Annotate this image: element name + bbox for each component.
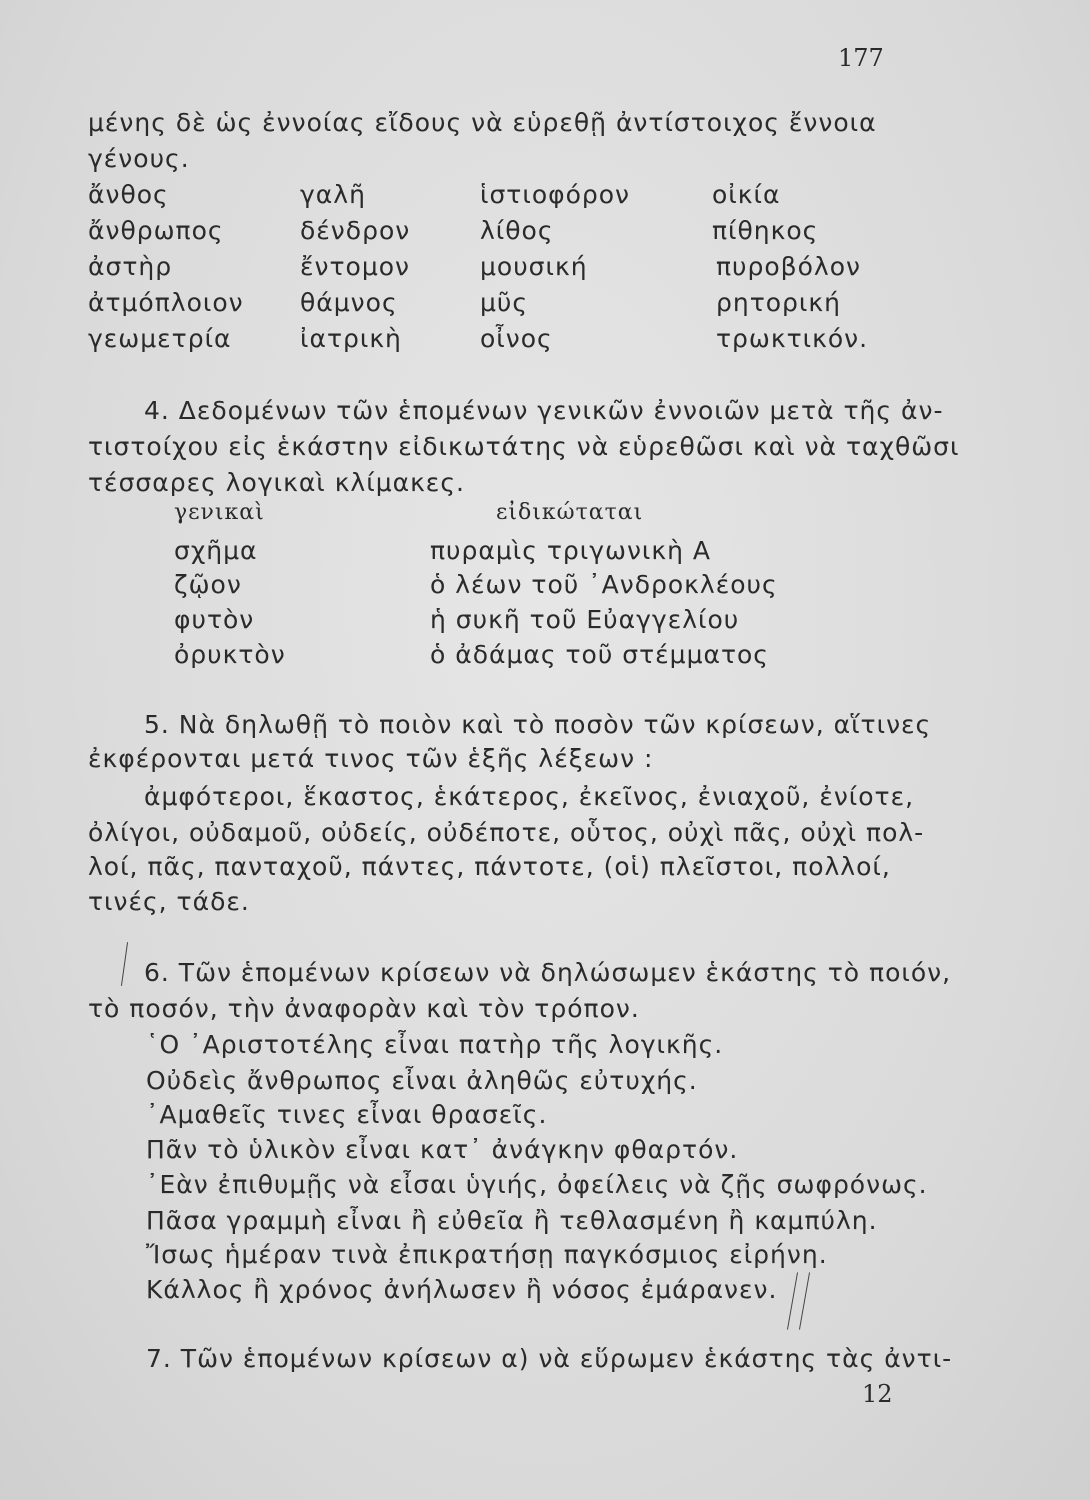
ex5-line: τινές, τάδε. [88,887,250,916]
pencil-mark-icon [121,942,128,986]
grid-word: ρητορική [716,288,841,317]
ex5-line: λοί, πᾶς, πανταχοῦ, πάντες, πάντοτε, (οἱ) πλεῖστοι, πολλοί, [88,852,891,881]
ex4-general: ὀρυκτὸν [174,640,286,669]
ex6-sentence: Οὐδεὶς ἄνθρωπος εἶναι ἀληθῶς εὐτυχής. [146,1066,698,1095]
grid-word: πίθηκος [712,216,819,245]
pencil-mark-icon [799,1272,810,1329]
ex6-sentence: ᾽Αμαθεῖς τινες εἶναι θρασεῖς. [146,1100,548,1129]
ex6-line: 6. Τῶν ἑπομένων κρίσεων νὰ δηλώσωμεν ἑκάστης τὸ ποιόν, [144,958,952,987]
intro-line: μένης δὲ ὡς ἐννοίας εἴδους νὰ εὑρεθῇ ἀντίστοιχος ἔννοια [88,108,877,137]
intro-line: γένους. [88,144,190,173]
ex6-sentence: ῾Ο ᾽Αριστοτέλης εἶναι πατὴρ τῆς λογικῆς. [146,1030,724,1059]
ex6-line: τὸ ποσόν, τὴν ἀναφορὰν καὶ τὸν τρόπον. [88,994,640,1023]
ex5-line: ἐκφέρονται μετά τινος τῶν ἑξῆς λέξεων : [88,744,654,773]
grid-word: ἔντομον [300,252,410,281]
grid-word: ἄνθος [88,180,169,209]
grid-word: ἱστιοφόρον [480,180,631,209]
ex4-general: σχῆμα [174,536,258,565]
grid-word: λίθος [480,216,554,245]
grid-word: γεωμετρία [88,324,232,353]
grid-word: μῦς [480,288,529,317]
grid-word: θάμνος [300,288,398,317]
ex4-line: τέσσαρες λογικαὶ κλίμακες. [88,468,465,497]
footer-signature: 12 [862,1380,893,1408]
grid-word: τρωκτικόν. [716,324,869,353]
ex6-sentence: Κάλλος ἢ χρόνος ἀνήλωσεν ἢ νόσος ἐμάρανεν. [146,1275,778,1304]
ex5-line: ὀλίγοι, οὐδαμοῦ, οὐδείς, οὐδέποτε, οὗτος, οὐχὶ πᾶς, οὐχὶ πολ- [88,818,925,847]
pencil-mark-icon [787,1272,798,1329]
ex5-line: 5. Νὰ δηλωθῇ τὸ ποιὸν καὶ τὸ ποσὸν τῶν κρίσεων, αἵτινες [144,710,932,739]
grid-word: οἶνος [480,324,553,353]
ex6-sentence: ᾽Εὰν ἐπιθυμῇς νὰ εἶσαι ὑγιής, ὀφείλεις νὰ ζῇς σωφρόνως. [146,1170,928,1199]
grid-word: ἰατρικὴ [300,324,402,353]
ex4-line: τιστοίχου εἰς ἑκάστην εἰδικωτάτης νὰ εὑρεθῶσι καὶ νὰ ταχθῶσι [88,432,960,461]
grid-word: ἄνθρωπος [88,216,224,245]
grid-word: μουσική [480,252,588,281]
grid-word: γαλῆ [300,180,366,209]
ex4-specific: ἡ συκῆ τοῦ Εὐαγγελίου [430,605,740,634]
page-number: 177 [838,44,884,72]
ex4-line: 4. Δεδομένων τῶν ἑπομένων γενικῶν ἐννοιῶν μετὰ τῆς ἀν- [144,396,944,425]
ex5-line: ἀμφότεροι, ἕκαστος, ἑκάτερος, ἐκεῖνος, ἐνιαχοῦ, ἐνίοτε, [144,782,915,811]
ex6-sentence: Πᾶν τὸ ὑλικὸν εἶναι κατ᾽ ἀνάγκην φθαρτόν. [146,1135,739,1164]
ex4-general: φυτὸν [174,605,255,634]
ex4-specific: πυραμὶς τριγωνικὴ Α [430,536,712,565]
ex6-sentence: Ἴσως ἡμέραν τινὰ ἐπικρατήσῃ παγκόσμιος εἰρήνη. [146,1240,828,1269]
grid-word: πυροβόλον [716,252,861,281]
grid-word: δένδρον [300,216,411,245]
ex4-specific: ὁ ἀδάμας τοῦ στέμματος [430,640,769,669]
grid-word: ἀστὴρ [88,252,173,281]
ex4-header-general: γενικαὶ [174,500,265,525]
ex7-line: 7. Τῶν ἑπομένων κρίσεων α) νὰ εὕρωμεν ἑκάστης τὰς ἀντι- [146,1344,953,1373]
ex6-sentence: Πᾶσα γραμμὴ εἶναι ἢ εὐθεῖα ἢ τεθλασμένη ἢ καμπύλη. [146,1206,878,1235]
ex4-specific: ὁ λέων τοῦ ᾽Ανδροκλέους [430,570,778,599]
ex4-general: ζῷον [174,570,242,599]
grid-word: οἰκία [712,180,781,209]
ex4-header-specific: εἰδικώταται [496,500,644,525]
grid-word: ἀτμόπλοιον [88,288,244,317]
